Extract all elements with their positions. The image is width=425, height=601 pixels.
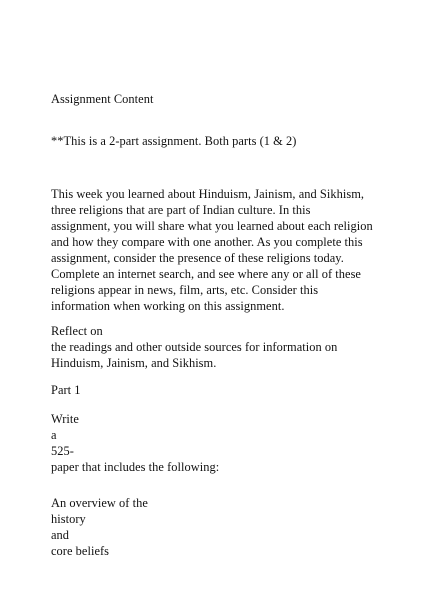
intro-line-1: This week you learned about Hinduism, Jainism, and Sikhism, bbox=[51, 187, 365, 201]
overview-line-4: core beliefs bbox=[51, 544, 110, 558]
overview-line-1: An overview of the bbox=[51, 496, 148, 510]
intro-line-5: assignment, consider the presence of these religions today. bbox=[51, 251, 344, 265]
overview-line-3: and bbox=[51, 528, 70, 542]
reflect-line-2: the readings and other outside sources for information on bbox=[51, 340, 338, 354]
write-line-4: paper that includes the following: bbox=[51, 460, 220, 474]
intro-line-4: and how they compare with one another. As you complete this bbox=[51, 235, 363, 249]
write-line-2: a bbox=[51, 428, 57, 442]
intro-line-6: Complete an internet search, and see where any or all of these bbox=[51, 267, 361, 281]
part-label: Part 1 bbox=[51, 383, 81, 397]
write-line-3: 525- bbox=[51, 444, 74, 458]
assignment-note: **This is a 2-part assignment. Both parts (1 & 2) bbox=[51, 134, 297, 148]
write-line-1: Write bbox=[51, 412, 79, 426]
overview-line-2: history bbox=[51, 512, 86, 526]
reflect-line-3: Hinduism, Jainism, and Sikhism. bbox=[51, 356, 217, 370]
reflect-line-1: Reflect on bbox=[51, 324, 103, 338]
assignment-heading: Assignment Content bbox=[51, 92, 154, 106]
intro-line-7: religions appear in news, film, arts, etc. Consider this bbox=[51, 283, 319, 297]
intro-line-8: information when working on this assignment. bbox=[51, 299, 285, 313]
intro-line-3: assignment, you will share what you learned about each religion bbox=[51, 219, 373, 233]
intro-line-2: three religions that are part of Indian culture. In this bbox=[51, 203, 311, 217]
